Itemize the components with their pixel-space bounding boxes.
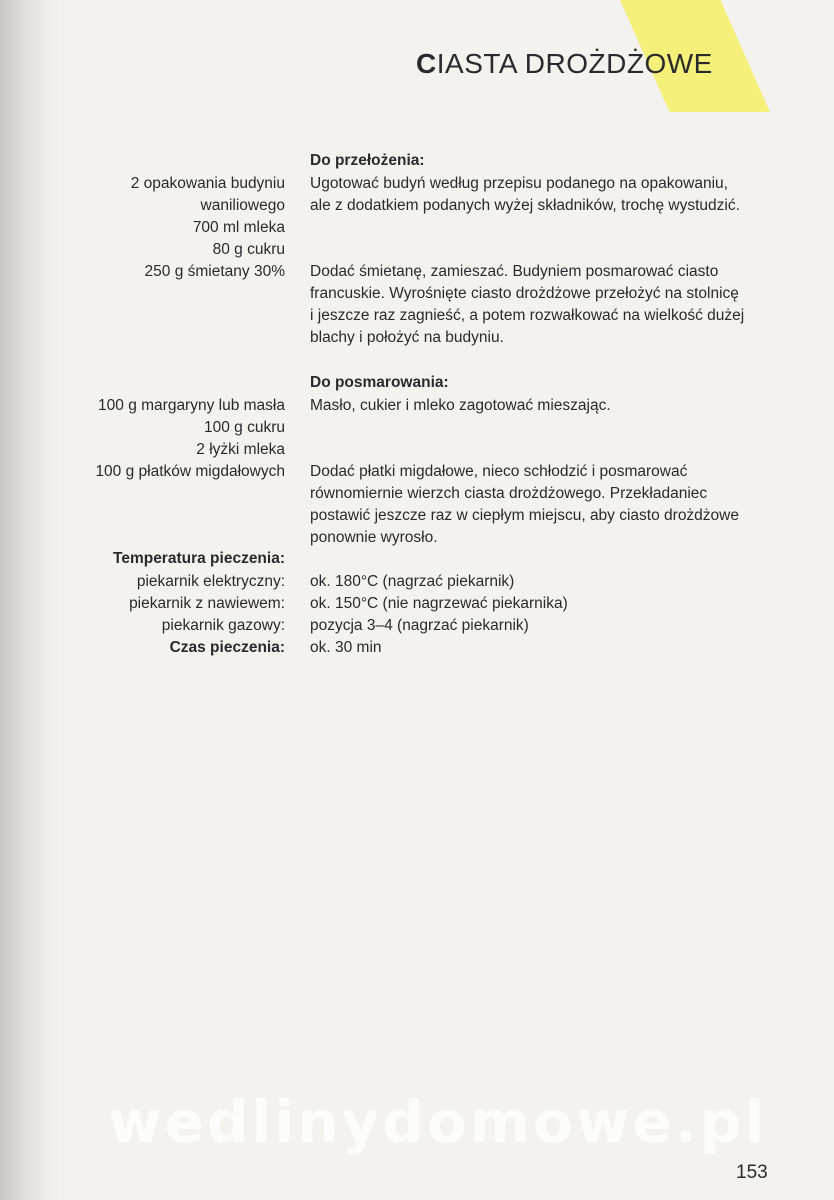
instruction-line: francuskie. Wyrośnięte ciasto drożdżowe przełożyć na stolnicę (310, 285, 739, 302)
oven-fan-label: piekarnik z nawiewem: (129, 595, 285, 612)
instruction-line: postawić jeszcze raz w ciepłym miejscu, aby ciasto drożdżowe (310, 507, 739, 524)
page-title (416, 48, 713, 80)
ingredient-line: 250 g śmietany 30% (144, 263, 285, 280)
ingredient-line: 80 g cukru (212, 241, 285, 258)
page-gutter-shadow (0, 0, 60, 1200)
oven-electric-value: ok. 180°C (nagrzać piekarnik) (310, 573, 515, 590)
topping-heading: Do posmarowania: (310, 374, 449, 391)
instruction-line: równomiernie wierzch ciasta drożdżowego. Przekładaniec (310, 485, 708, 502)
title-rest: IASTA DROŻDŻOWE (436, 48, 713, 79)
instruction-line: ponownie wyrosło. (310, 529, 438, 546)
oven-electric-label: piekarnik elektryczny: (136, 573, 285, 590)
filling-heading: Do przełożenia: (310, 152, 425, 169)
ingredient-line: 2 łyżki mleka (196, 441, 285, 458)
instruction-line: ale z dodatkiem podanych wyżej składników, trochę wystudzić. (310, 197, 740, 214)
ingredient-line: 100 g cukru (204, 419, 285, 436)
page-number: 153 (736, 1162, 768, 1183)
ingredient-line: 700 ml mleka (192, 219, 285, 236)
baking-time-heading: Czas pieczenia: (169, 639, 285, 656)
oven-gas-value: pozycja 3–4 (nagrzać piekarnik) (310, 617, 529, 634)
baking-time-value: ok. 30 min (310, 639, 382, 656)
baking-temperature-heading: Temperatura pieczenia: (113, 550, 285, 567)
oven-gas-label: piekarnik gazowy: (161, 617, 285, 634)
oven-fan-value: ok. 150°C (nie nagrzewać piekarnika) (310, 595, 568, 612)
ingredient-line: 2 opakowania budyniu (130, 175, 285, 192)
instruction-line: blachy i położyć na budyniu. (310, 329, 504, 346)
instruction-line: Masło, cukier i mleko zagotować mieszając. (310, 397, 611, 414)
ingredient-line: waniliowego (200, 197, 285, 214)
instruction-line: i jeszcze raz zagnieść, a potem rozwałkować na wielkość dużej (310, 307, 745, 324)
instruction-line: Dodać śmietanę, zamieszać. Budyniem posmarować ciasto (310, 263, 719, 280)
ingredient-line: 100 g płatków migdałowych (95, 463, 285, 480)
instruction-line: Ugotować budyń według przepisu podanego na opakowaniu, (310, 175, 728, 192)
title-initial: C (416, 48, 437, 79)
watermark: wedlinydomowe.pl (108, 1088, 768, 1156)
instruction-line: Dodać płatki migdałowe, nieco schłodzić i posmarować (310, 463, 688, 480)
ingredient-line: 100 g margaryny lub masła (98, 397, 285, 414)
